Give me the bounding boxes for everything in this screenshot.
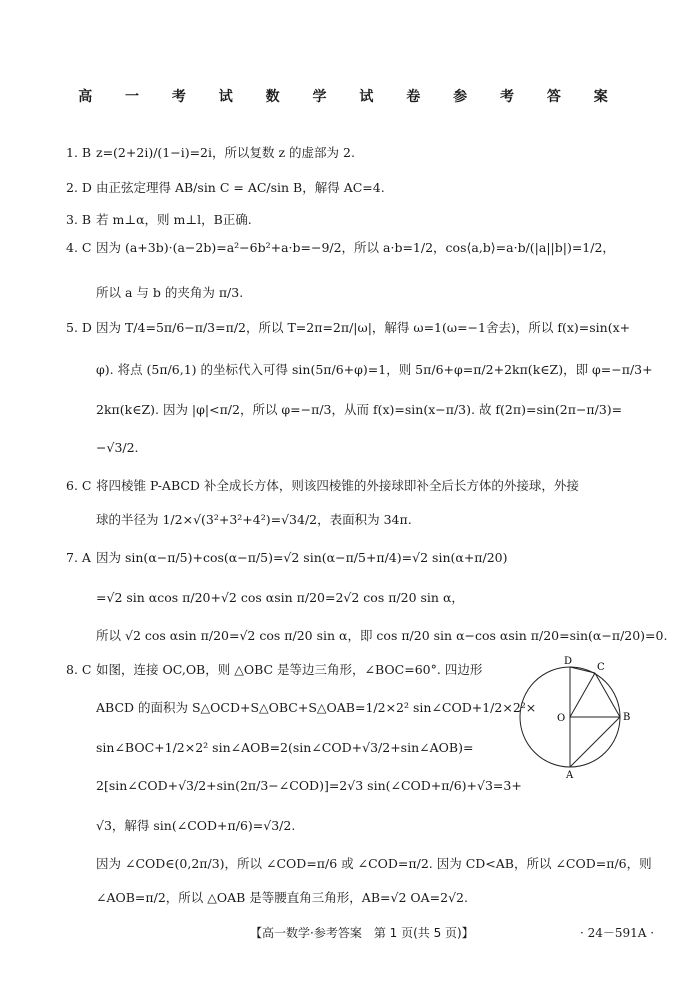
segment-cb [595,673,620,717]
segment-oc [570,673,595,717]
answer-text: 因为 T/4=5π/6−π/3=π/2，所以 T=2π=2π/|ω|，解得 ω=1(ω=−1舍去)，所以 f(x)=sin(x+ [96,320,631,335]
answer-text: 因为 sin(α−π/5)+cos(α−π/5)=√2 sin(α−π/5+π/4)=√2 sin(α+π/20) [96,550,508,565]
answer-line [66,212,640,228]
answer-line [66,512,640,528]
answer-number: 5. D [66,320,92,335]
answer-line [66,818,505,834]
answer-number: 2. D [66,180,92,195]
answer-line [66,890,640,906]
answer-text: 所以 √2 cos αsin π/20=√2 cos π/20 sin α，即 cos π/20 sin α−cos αsin π/20=sin(α−π/20)=0. [96,628,668,643]
answer-number: 6. C [66,478,92,493]
label-a: A [566,770,574,780]
answer-line [66,590,640,606]
answer-text: 所以 a 与 b 的夹角为 π/3. [96,285,244,300]
answer-line [66,628,668,644]
answer-text: 2kπ(k∈Z). 因为 |φ|<π/2，所以 φ=−π/3，从而 f(x)=sin(x−π/3). 故 f(2π)=sin(2π−π/3)= [96,402,623,417]
label-b: B [623,712,631,723]
label-d: D [564,656,573,667]
footer-text: 【高一数学·参考答案 第 1 页(共 5 页)】 [250,926,474,940]
answer-number: 1. B [66,145,92,160]
answer-text: sin∠BOC+1/2×2² sin∠AOB=2(sin∠COD+√3/2+sin∠AOB)= [96,740,474,755]
answer-line [66,362,653,378]
answer-text: 因为 (a+3b)·(a−2b)=a²−6b²+a·b=−9/2，所以 a·b=1/2，cos⟨a,b⟩=a·b/(|a||b|)=1/2， [96,240,615,255]
answer-text: 由正弦定理得 AB/sin C = AC/sin B，解得 AC=4. [96,180,385,195]
answer-line [66,662,505,678]
answer-line [66,180,640,196]
answer-line [66,856,652,872]
answer-text: z=(2+2i)/(1−i)=2i，所以复数 z 的虚部为 2. [96,145,355,160]
answer-line [66,778,522,794]
answer-text: ∠AOB=π/2，所以 △OAB 是等腰直角三角形，AB=√2 OA=2√2. [96,890,468,905]
answer-line [66,550,640,566]
answer-line [66,402,640,418]
answer-text: √3，解得 sin(∠COD+π/6)=√3/2. [96,818,296,833]
answer-line [66,740,505,756]
answer-line [66,145,640,161]
circle-figure [510,655,660,780]
answer-line [66,700,537,716]
page-title: 高 一 考 试 数 学 试 卷 参 考 答 案 [78,89,622,105]
answer-line [66,478,640,494]
answer-text: =√2 sin αcos π/20+√2 cos αsin π/20=2√2 cos π/20 sin α， [96,590,464,605]
answer-number: 4. C [66,240,92,255]
answer-text: ABCD 的面积为 S△OCD+S△OBC+S△OAB=1/2×2² sin∠COD+1/2×2²× [96,700,537,715]
answer-text: 2[sin∠COD+√3/2+sin(2π/3−∠COD)]=2√3 sin(∠COD+π/6)+√3=3+ [96,778,522,793]
answer-text: 球的半径为 1/2×√(3²+3²+4²)=√34/2，表面积为 34π. [96,512,412,527]
answer-text: −√3/2. [96,440,139,455]
answer-text: 如图，连接 OC,OB，则 △OBC 是等边三角形，∠BOC=60°. 四边形 [96,662,483,677]
answer-text: 将四棱锥 P-ABCD 补全成长方体，则该四棱锥的外接球即补全后长方体的外接球，外接 [96,478,579,493]
answer-number: 7. A [66,550,91,565]
answer-text: 若 m⊥α，则 m⊥l，B正确. [96,212,252,227]
answer-line [66,320,640,336]
answer-number: 3. B [66,212,92,227]
answer-line [66,440,640,456]
answer-text: 因为 ∠COD∈(0,2π/3)，所以 ∠COD=π/6 或 ∠COD=π/2. 因为 CD<AB，所以 ∠COD=π/6，则 [96,856,652,871]
answer-text: φ). 将点 (5π/6,1) 的坐标代入可得 sin(5π/6+φ)=1，则 5π/6+φ=π/2+2kπ(k∈Z)，即 φ=−π/3+ [96,362,653,377]
footer-code: · 24－591A · [580,926,655,940]
answer-line [66,240,640,256]
segment-ba [570,717,620,767]
label-o: O [557,713,566,724]
answer-line [66,285,640,301]
label-c: C [597,662,605,673]
answer-number: 8. C [66,662,92,677]
segment-dc [570,667,595,673]
